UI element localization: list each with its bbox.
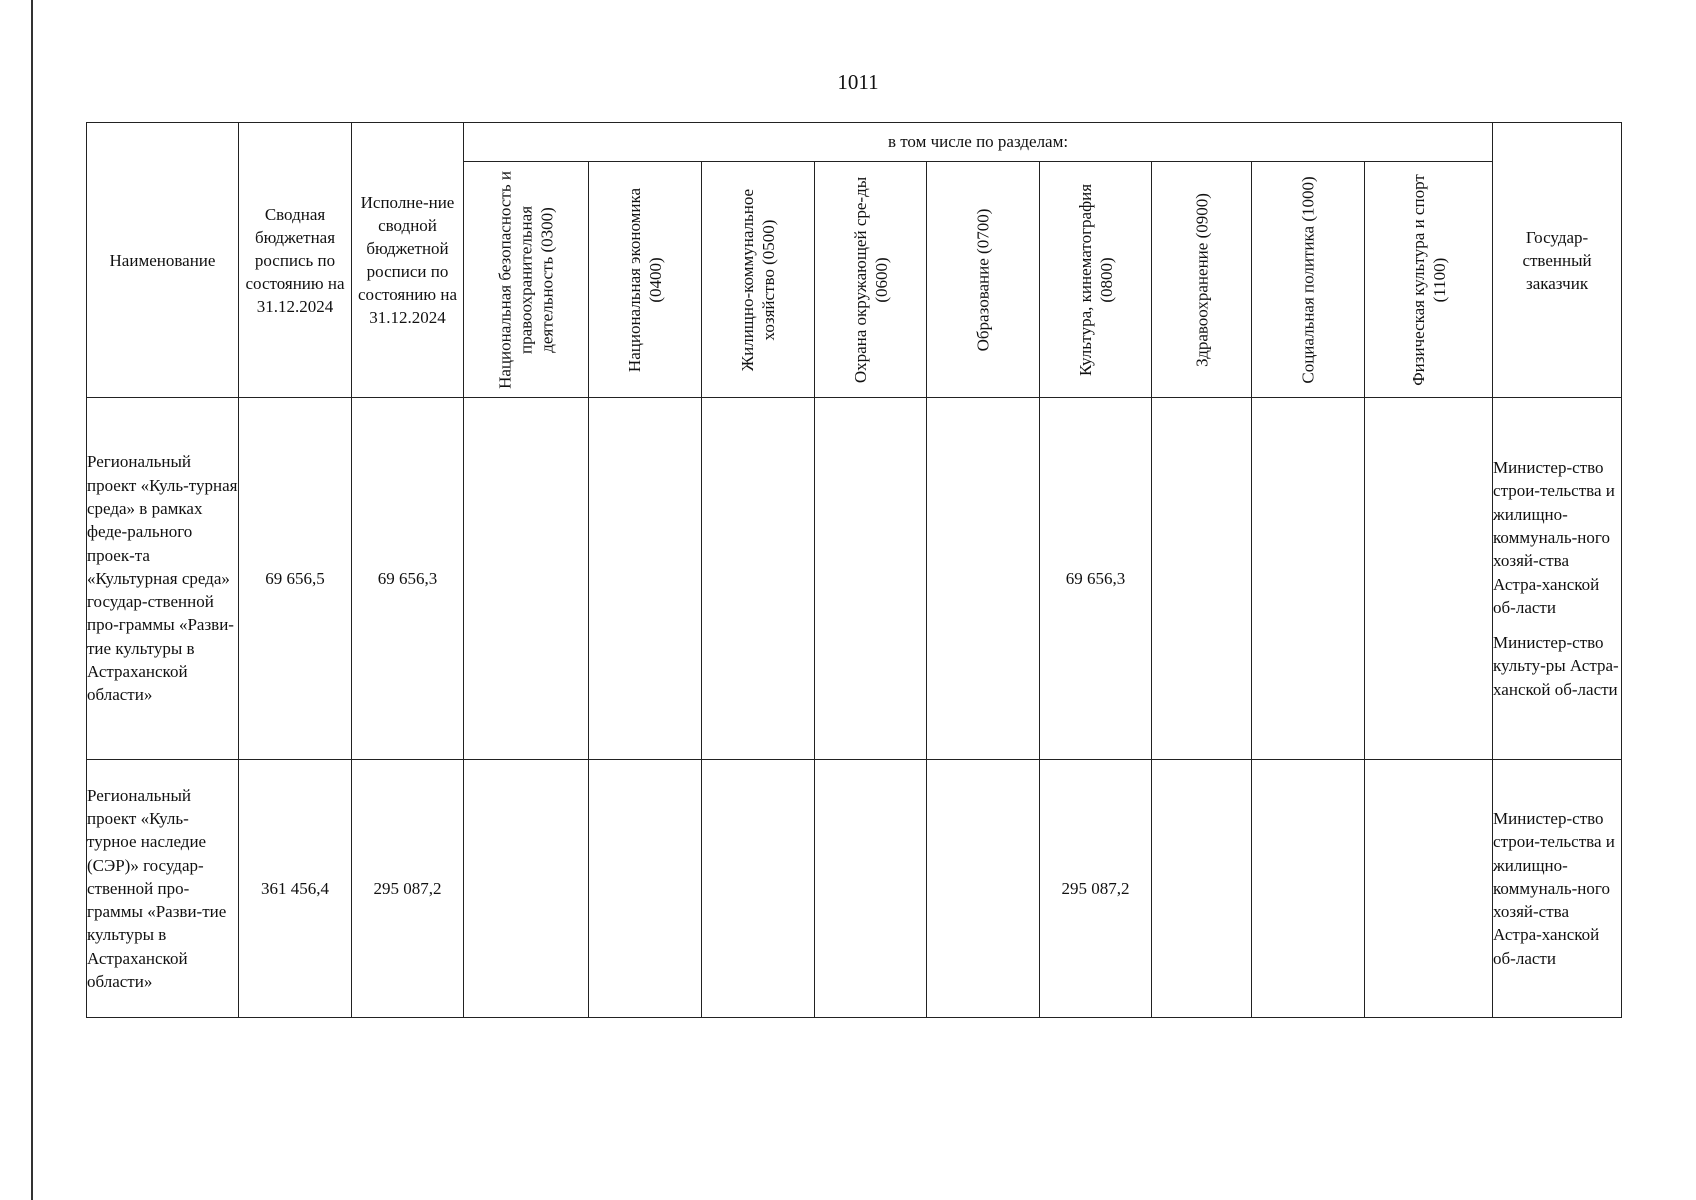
row-section-0400 (589, 760, 702, 1018)
customer-entry: Министер-ство культу-ры Астра-ханской об-ласти (1493, 633, 1619, 699)
row-section-0700 (927, 760, 1040, 1018)
header-section-label: Жилищно-коммунальное хозяйство (0500) (738, 188, 778, 371)
header-section-label: Культура, кинематография (0800) (1075, 183, 1116, 376)
header-execution: Исполне-ние сводной бюджетной росписи по состоянию на 31.12.2024 (352, 123, 464, 398)
row-section-0800: 69 656,3 (1040, 398, 1152, 760)
header-section-0600 (815, 162, 927, 398)
table-row (87, 398, 1622, 760)
customer-entry: Министер-ство строи-тельства и жилищно-коммуналь-ного хозяй-ства Астра-ханской об-ласти (1493, 458, 1615, 617)
header-budget: Сводная бюджетная роспись по состоянию на 31.12.2024 (239, 123, 352, 398)
binding-margin-line (31, 0, 33, 1200)
header-name: Наименование (87, 123, 239, 398)
row-section-0800: 295 087,2 (1040, 760, 1152, 1018)
row-section-0300 (464, 398, 589, 760)
header-customer: Государ-ственный заказчик (1493, 123, 1622, 398)
row-name: Региональный проект «Куль-турное наследие (СЭР)» государ-ственной про-граммы «Разви-тие культуры в Астраханской области» (87, 760, 239, 1018)
row-section-1000 (1252, 398, 1365, 760)
header-section-label: Физическая культура и спорт (1100) (1408, 173, 1449, 386)
row-budget: 69 656,5 (239, 398, 352, 760)
page-number: 1011 (837, 70, 879, 94)
customer-entry: Министер-ство строи-тельства и жилищно-коммуналь-ного хозяй-ства Астра-ханской об-ласти (1493, 808, 1615, 968)
row-section-0900 (1152, 398, 1252, 760)
header-section-0800 (1040, 162, 1152, 398)
row-customer (1493, 398, 1622, 760)
header-sections-group: в том числе по разделам: (464, 123, 1493, 162)
header-section-label: Социальная политика (1000) (1298, 175, 1318, 384)
header-section-0400 (589, 162, 702, 398)
row-budget: 361 456,4 (239, 760, 352, 1018)
header-section-1100 (1365, 162, 1493, 398)
row-execution: 295 087,2 (352, 760, 464, 1018)
budget-execution-table (86, 122, 1622, 1018)
header-section-label: Охрана окружающей сре-ды (0600) (850, 176, 891, 383)
row-section-0700 (927, 398, 1040, 760)
header-section-0300 (464, 162, 589, 398)
row-name: Региональный проект «Куль-турная среда» в рамках феде-рального проек-та «Культурная среда» государ-ственной про-граммы «Разви-тие культуры в Астраханской области» (87, 398, 239, 760)
row-section-0900 (1152, 760, 1252, 1018)
header-section-label: Национальная экономика (0400) (625, 187, 665, 372)
row-section-0600 (815, 398, 927, 760)
table-body (87, 398, 1622, 1018)
table-row (87, 760, 1622, 1018)
row-section-0500 (702, 760, 815, 1018)
header-section-0700 (927, 162, 1040, 398)
header-section-label: Национальная безопасность и правоохранительная деятельность (0300) (495, 170, 557, 389)
row-customer (1493, 760, 1622, 1018)
row-section-1000 (1252, 760, 1365, 1018)
row-section-0400 (589, 398, 702, 760)
row-section-0300 (464, 760, 589, 1018)
row-section-1100 (1365, 398, 1493, 760)
row-section-0500 (702, 398, 815, 760)
row-section-0600 (815, 760, 927, 1018)
header-section-label: Здравоохранение (0900) (1192, 192, 1211, 367)
row-execution: 69 656,3 (352, 398, 464, 760)
header-section-1000 (1252, 162, 1365, 398)
header-section-0900 (1152, 162, 1252, 398)
row-section-1100 (1365, 760, 1493, 1018)
table-header (87, 123, 1622, 398)
header-section-label: Образование (0700) (973, 208, 993, 351)
header-section-0500 (702, 162, 815, 398)
